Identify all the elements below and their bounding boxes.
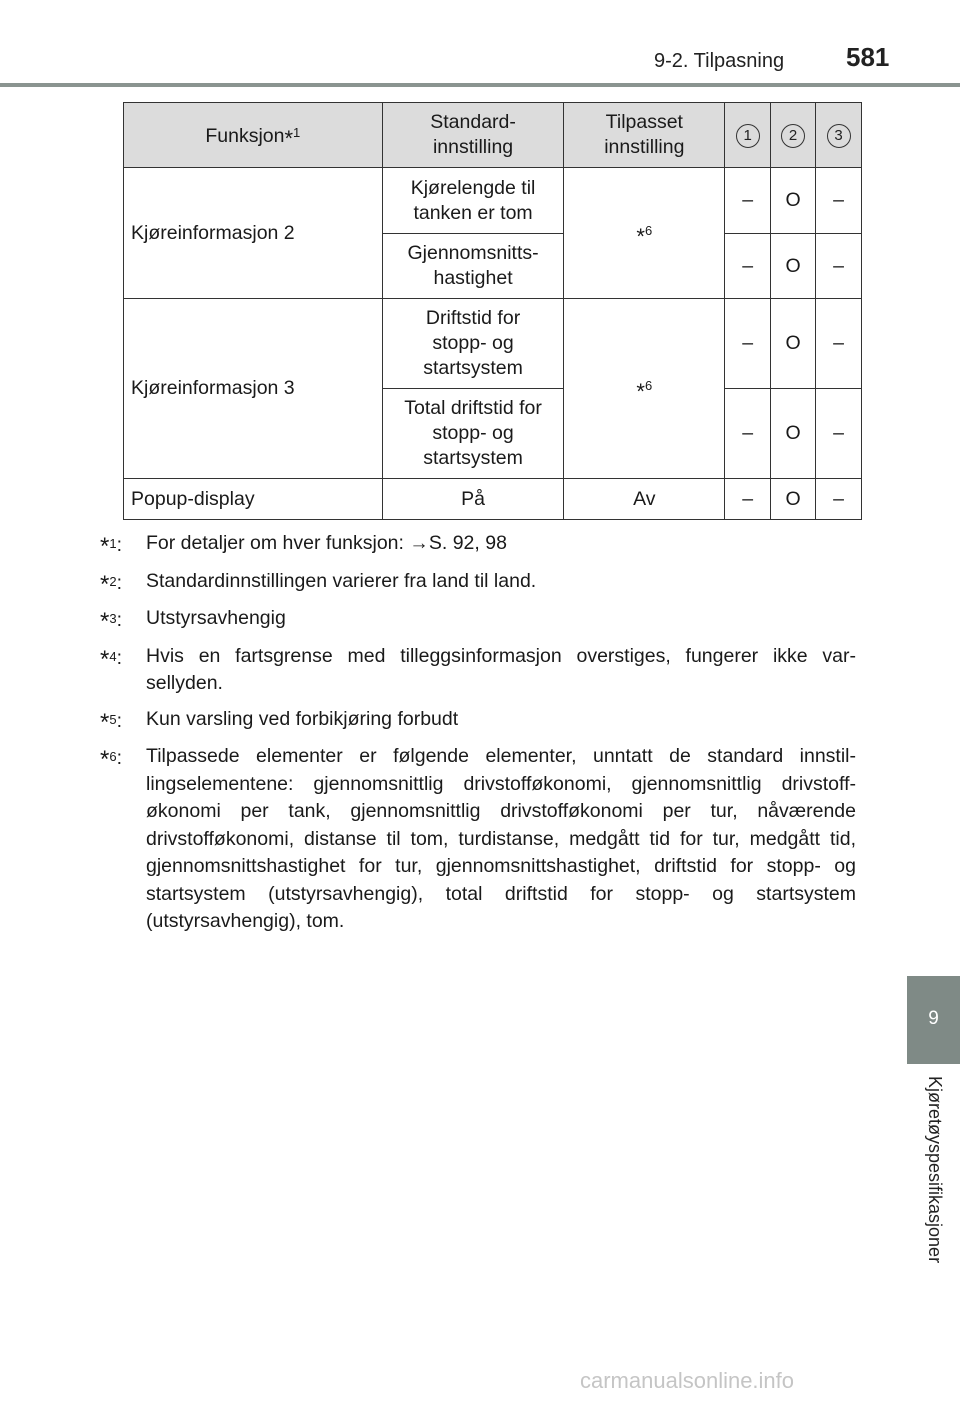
- header-col-2: [771, 103, 816, 168]
- footnote-marker: *$^1$:: [100, 533, 122, 560]
- standard-value: Total driftstid for stopp- og startsystem: [382, 389, 564, 479]
- footnote: [100, 605, 856, 635]
- footnote-text: For detaljer om hver funksjon: →S. 92, 98: [146, 532, 507, 554]
- circled-number-3: 3: [827, 124, 851, 148]
- footnote: [100, 706, 856, 736]
- footnote-marker: *$^6$:: [100, 746, 122, 773]
- section-title: 9-2. Tilpasning: [654, 50, 785, 72]
- table-row: [124, 479, 862, 520]
- standard-value: Kjørelengde til tanken er tom: [382, 168, 564, 234]
- chapter-tab: [907, 976, 960, 1064]
- footnote-marker: *$^2$:: [100, 570, 122, 598]
- col-2-value: O: [771, 168, 816, 234]
- custom-value: *$^6$: [564, 168, 725, 299]
- header-divider: [0, 83, 960, 87]
- footnote-marker: *$^5$:: [100, 708, 122, 736]
- col-2-value: O: [771, 234, 816, 299]
- circled-number-2: 2: [781, 124, 805, 148]
- col-3-value: –: [816, 299, 862, 389]
- header-col-1: [725, 103, 771, 168]
- table-row: [124, 299, 862, 389]
- table-header-row: [124, 103, 862, 168]
- row-group-label: Kjøreinformasjon 3: [124, 299, 383, 479]
- circled-number-1: 1: [736, 124, 760, 148]
- footnote-text: Standardinnstillingen varierer fra land til land.: [146, 569, 537, 592]
- footnote-text: Hvis en fartsgrense med tilleggsinformasjon overstiges, fungerer ikke var-sellyden.: [146, 644, 856, 694]
- footnote-text: Utstyrsavhengig: [146, 607, 286, 629]
- row-group-label: Kjøreinformasjon 2: [124, 168, 383, 299]
- col-3-value: –: [816, 389, 862, 479]
- col-1-value: –: [725, 168, 771, 234]
- col-2-value: O: [771, 299, 816, 389]
- col-3-value: –: [816, 168, 862, 234]
- footnote-marker: *$^4$:: [100, 645, 122, 673]
- col-1-value: –: [725, 234, 771, 299]
- footnote: [100, 743, 856, 936]
- footnote: [100, 568, 856, 598]
- custom-value: *$^6$: [564, 299, 725, 479]
- header-custom: Tilpasset innstilling: [564, 103, 725, 168]
- custom-value: Av: [564, 479, 725, 520]
- table-row: [124, 168, 862, 234]
- standard-value: Driftstid for stopp- og startsystem: [382, 299, 564, 389]
- settings-table: [123, 102, 862, 520]
- header-col-3: [816, 103, 862, 168]
- col-3-value: –: [816, 479, 862, 520]
- footnote-text: Kun varsling ved forbikjøring forbudt: [146, 707, 459, 730]
- chapter-number: 9: [928, 1008, 939, 1029]
- watermark: carmanualsonline.info: [580, 1368, 795, 1393]
- col-2-value: O: [771, 389, 816, 479]
- footnote-text: Tilpassede elementer er følgende elementer, unntatt de standard innstil-lingselementene: gjennomsnittlig drivstofføkonomi, gjennomsnittlig drivstoff-økonomi per tank, gjennomsnittlig drivstofføkonomi per tur, nåværende drivstofføkonomi, distanse til tom, turdistanse, medgått tid for tur, medgått tid, gjennomsnittshastighet for tur, gjennomsnittshastighet, driftstid for stopp- og startsystem (utstyrsavhengig), total driftstid for stopp- og startsystem (utstyrsavhengig), tom.: [146, 745, 856, 932]
- standard-value: På: [382, 479, 564, 520]
- col-3-value: –: [816, 234, 862, 299]
- row-group-label: Popup-display: [124, 479, 383, 520]
- col-2-value: O: [771, 479, 816, 520]
- header-standard: Standard- innstilling: [382, 103, 564, 168]
- standard-value: Gjennomsnitts- hastighet: [382, 234, 564, 299]
- footnote: [100, 530, 856, 560]
- col-1-value: –: [725, 299, 771, 389]
- header-function: Funksjon*$^1$: [124, 103, 383, 168]
- page-number: 581: [846, 42, 890, 72]
- footnotes: [100, 530, 856, 944]
- footnote-marker: *$^3$:: [100, 608, 122, 635]
- col-1-value: –: [725, 389, 771, 479]
- col-1-value: –: [725, 479, 771, 520]
- footnote: [100, 643, 856, 698]
- chapter-label: Kjøretøyspesifikasjoner: [925, 1076, 945, 1264]
